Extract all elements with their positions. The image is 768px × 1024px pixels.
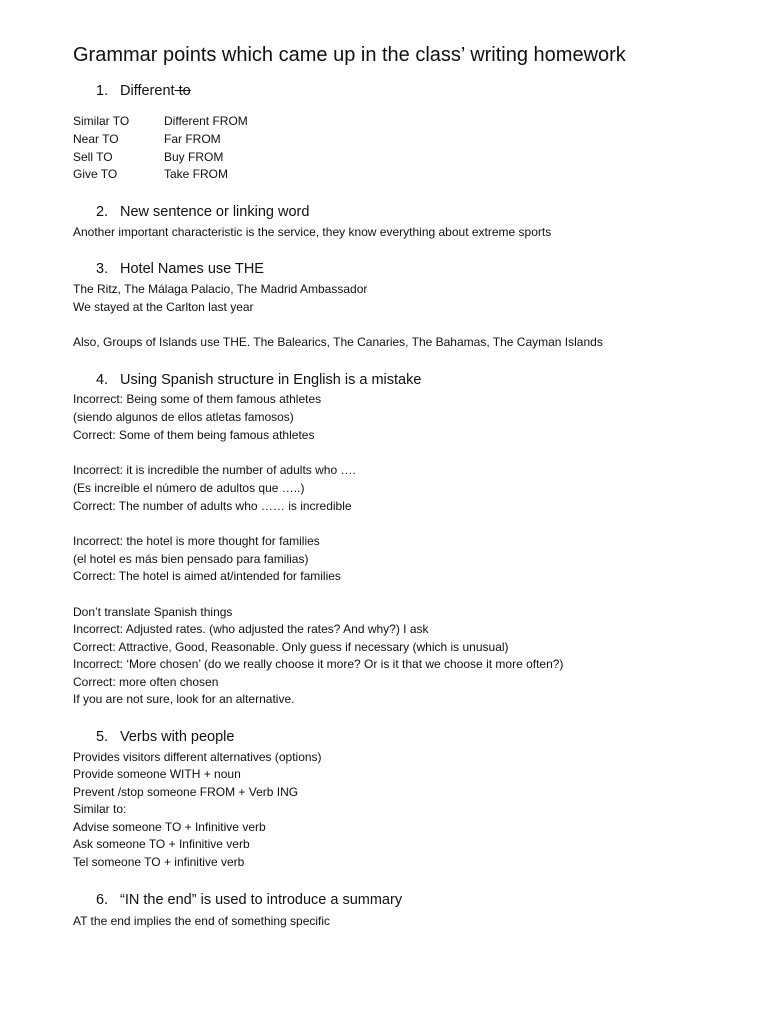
body-line: Also, Groups of Islands use THE. The Balearics, The Canaries, The Bahamas, The Cayman Islands [73, 335, 603, 349]
body-line: If you are not sure, look for an alternative. [73, 692, 295, 706]
section-heading-5 [96, 729, 234, 745]
section-heading-3 [96, 261, 264, 277]
struck-word: to [174, 83, 191, 99]
body-line: Incorrect: the hotel is more thought for families [73, 534, 320, 548]
body-line: Tel someone TO + infinitive verb [73, 855, 245, 869]
section-number: 4. [96, 372, 109, 388]
section-heading-text: “IN the end” is used to introduce a summary [120, 892, 403, 908]
pair-left: Similar TO [73, 114, 130, 128]
section-heading-4 [96, 372, 421, 388]
body-line: Correct: more often chosen [73, 675, 219, 689]
pair-left: Give TO [73, 167, 118, 181]
document-title: Grammar points which came up in the class’ writing homework [73, 44, 626, 66]
section-heading-text: Verbs with people [120, 729, 235, 745]
body-line: AT the end implies the end of something specific [73, 914, 331, 928]
body-line: Correct: The number of adults who …… is incredible [73, 499, 352, 513]
body-line: Provides visitors different alternatives (options) [73, 750, 322, 764]
section-number: 5. [96, 729, 109, 745]
section-heading-text: Using Spanish structure in English is a mistake [120, 372, 422, 388]
section-number: 1. [96, 83, 109, 99]
body-line: (Es increíble el número de adultos que …..) [73, 481, 305, 495]
body-line: Incorrect: it is incredible the number of adults who …. [73, 463, 356, 477]
body-line: Correct: The hotel is aimed at/intended for families [73, 569, 341, 583]
body-line: Provide someone WITH + noun [73, 767, 241, 781]
body-line: (siendo algunos de ellos atletas famosos) [73, 410, 294, 424]
body-line: (el hotel es más bien pensado para familias) [73, 552, 309, 566]
body-line: Correct: Attractive, Good, Reasonable. Only guess if necessary (which is unusual) [73, 640, 509, 654]
body-line: Similar to: [73, 802, 127, 816]
body-line: Another important characteristic is the service, they know everything about extreme sports [73, 225, 552, 239]
section-heading-1 [96, 83, 191, 99]
body-line: Incorrect: Being some of them famous athletes [73, 392, 322, 406]
section-heading-text: New sentence or linking word [120, 204, 310, 220]
body-line: Incorrect: Adjusted rates. (who adjusted the rates? And why?) I ask [73, 622, 429, 636]
pair-right: Far FROM [164, 132, 221, 146]
pair-right: Different FROM [164, 114, 248, 128]
body-line: We stayed at the Carlton last year [73, 300, 254, 314]
body-line: Ask someone TO + Infinitive verb [73, 837, 250, 851]
body-line: Prevent /stop someone FROM + Verb ING [73, 785, 299, 799]
section-number: 3. [96, 261, 109, 277]
body-line: Incorrect: ‘More chosen’ (do we really choose it more? Or is it that we choose it more often?) [73, 657, 564, 671]
body-line: The Ritz, The Málaga Palacio, The Madrid Ambassador [73, 282, 368, 296]
pair-left: Sell TO [73, 150, 113, 164]
pair-right: Buy FROM [164, 150, 224, 164]
section-number: 6. [96, 892, 109, 908]
section-heading-6 [96, 892, 402, 908]
pair-left: Near TO [73, 132, 119, 146]
section-heading-text: Hotel Names use THE [120, 261, 264, 277]
body-line: Correct: Some of them being famous athletes [73, 428, 315, 442]
pair-right: Take FROM [164, 167, 229, 181]
section-heading-2 [96, 204, 309, 220]
section-heading-text: Different [120, 83, 175, 99]
body-line: Advise someone TO + Infinitive verb [73, 820, 266, 834]
body-line: Don’t translate Spanish things [73, 605, 233, 619]
section-number: 2. [96, 204, 109, 220]
